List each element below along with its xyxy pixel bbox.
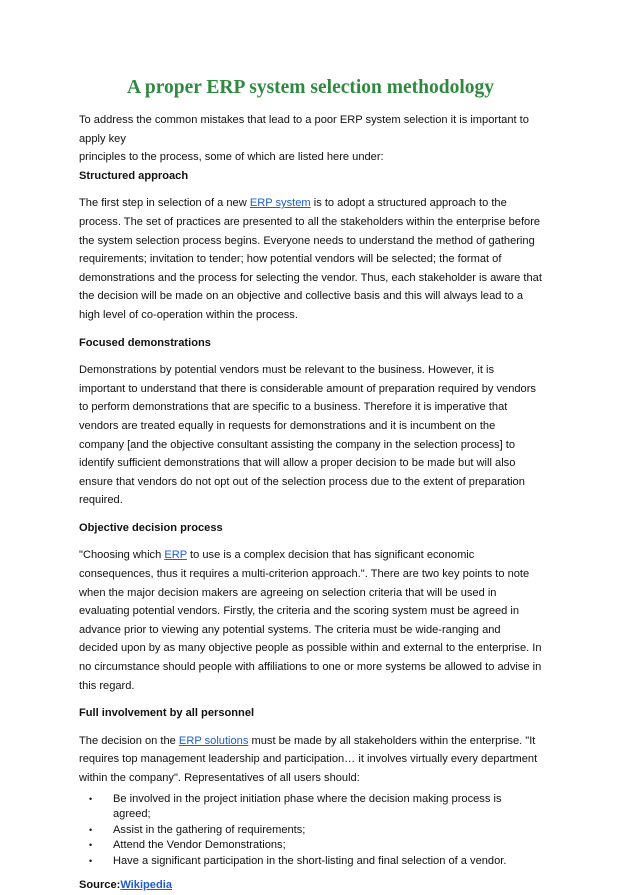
erp-link[interactable]: ERP (164, 549, 187, 562)
focused-demonstrations-paragraph: Demonstrations by potential vendors must be relevant to the business. However, it is important to understand that there is considerable amount of preparation required by vendors to perform demonstrations that are specific to a business. Therefore it is imperative that vendors are treated equally in requests for demonstrations and it is incumbent on the company [and the objective consultant assisting the company in the selection process] to identify sufficient demonstrations that will allow a proper decision to be made but will also ensure that vendors do not opt out of the selection process due to the extent of preparation required. (79, 364, 536, 507)
intro-line-1: To address the common mistakes that lead to a poor ERP system selection it is important to apply key (79, 114, 529, 145)
source-line (79, 876, 542, 895)
page-title: A proper ERP system selection methodology (126, 77, 495, 98)
objective-text-pre: "Choosing which (79, 549, 165, 562)
involvement-text-pre: The decision on the (79, 734, 179, 747)
full-involvement-paragraph (79, 732, 542, 788)
list-item-text: Be involved in the project initiation phase where the decision making process is agreed; (113, 792, 502, 821)
list-item-text: Attend the Vendor Demonstrations; (113, 839, 286, 852)
list-item (89, 792, 542, 823)
structured-text-post: is to adopt a structured approach to the process. The set of practices are presented to all the stakeholders within the enterprise before the system selection process begins. Everyone needs to understand the method of gathering requirements; invitation to tender; how potential vendors will be selected; the format of demonstrations and the process for selecting the vendor. Thus, each stakeholder is aware that the decision will be made on an objective and collective basis and this will always lead to a high level of co-operation within the process. (79, 197, 542, 321)
wikipedia-link[interactable]: Wikipedia (120, 879, 172, 892)
structured-approach-paragraph (79, 194, 542, 324)
list-item (89, 854, 542, 870)
structured-approach-heading: Structured approach (79, 169, 189, 182)
list-item (89, 823, 542, 839)
list-item-text: Have a significant participation in the short-listing and final selection of a vendor. (113, 854, 507, 867)
erp-solutions-link[interactable]: ERP solutions (178, 734, 249, 747)
list-item (89, 838, 542, 854)
bullet-icon: • (89, 855, 93, 866)
involvement-text-post: must be made by all stakeholders within the enterprise. "It requires top management leadership and participation… it involves virtually every department within the company". Representatives of all users should: (79, 734, 538, 784)
source-label: Source: (79, 879, 121, 892)
objective-text-post: to use is a complex decision that has significant economic consequences, thus it requires a multi-criterion approach.". There are two key points to note when the major decision makers are agreeing on selection criteria that will be used in evaluating potential vendors. Firstly, the criteria and the scoring system must be agreed in advance prior to viewing any potential systems. The criteria must be wide-ranging and decided upon by as many objective people as possible within and external to the enterprise. In no circumstance should people with affiliations to one or more systems be allowed to advise in this regard. (79, 549, 542, 692)
bullet-icon: • (89, 824, 93, 835)
representatives-list (79, 792, 542, 870)
objective-decision-paragraph (79, 546, 542, 695)
intro-line-2: principles to the process, some of which are listed here under: (79, 151, 384, 164)
focused-demonstrations-heading: Focused demonstrations (79, 336, 211, 349)
bullet-icon: • (89, 793, 93, 804)
erp-system-link[interactable]: ERP system (249, 197, 311, 210)
objective-decision-heading: Objective decision process (79, 521, 223, 534)
bullet-icon: • (89, 840, 93, 851)
full-involvement-heading: Full involvement by all personnel (79, 707, 255, 720)
intro-paragraph (79, 111, 542, 167)
structured-text-pre: The first step in selection of a new (79, 197, 250, 210)
list-item-text: Assist in the gathering of requirements; (113, 823, 306, 836)
